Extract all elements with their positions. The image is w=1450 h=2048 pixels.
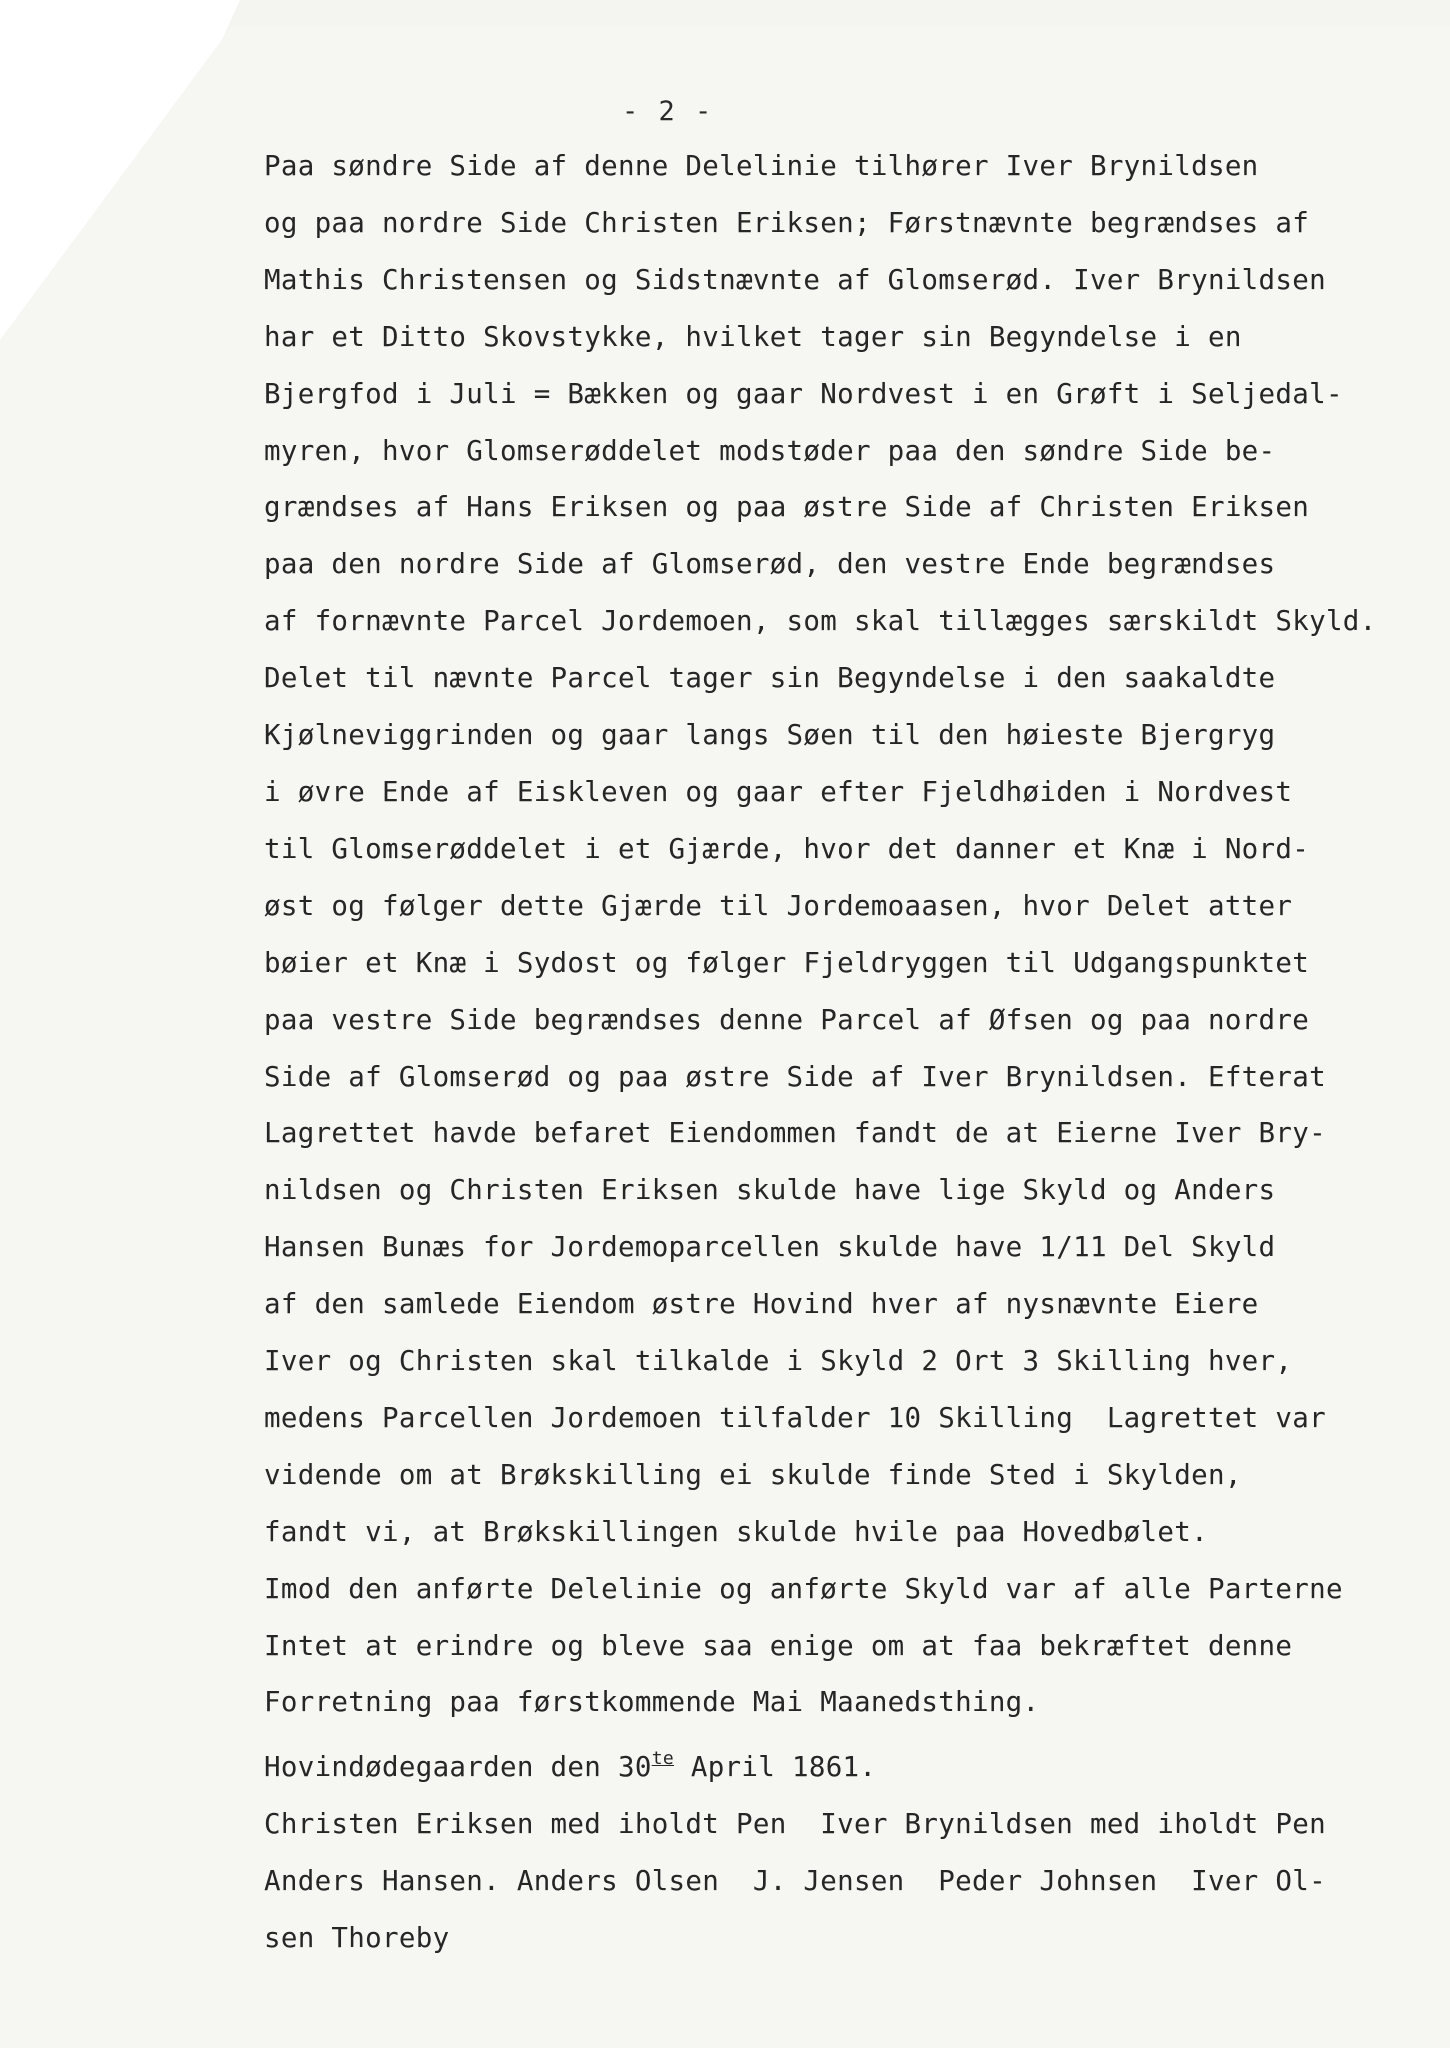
page-number: - 2 - <box>622 96 714 127</box>
text-line: øst og følger dette Gjærde til Jordemoaasen, hvor Delet atter <box>264 889 1293 922</box>
text-line: medens Parcellen Jordemoen tilfalder 10 Skilling Lagrettet var <box>264 1401 1326 1434</box>
text-line: bøier et Knæ i Sydost og følger Fjeldryggen til Udgangspunktet <box>264 946 1310 979</box>
date-line-before: Hovindødegaarden den 30 <box>264 1751 652 1784</box>
text-line: Kjølneviggrinden og gaar langs Søen til den høieste Bjergryg <box>264 719 1276 752</box>
text-line: Delet til nævnte Parcel tager sin Begyndelse i den saakaldte <box>264 662 1276 695</box>
text-line: har et Ditto Skovstykke, hvilket tager sin Begyndelse i en <box>264 320 1242 353</box>
date-line-after: April 1861. <box>673 1751 877 1784</box>
text-line: grændses af Hans Eriksen og paa østre Side af Christen Eriksen <box>264 491 1310 524</box>
signature-line: sen Thoreby <box>264 1922 450 1955</box>
document-body <box>264 138 1424 1967</box>
text-line: Bjergfod i Juli = Bækken og gaar Nordvest i en Grøft i Seljedal- <box>264 377 1343 410</box>
text-line: i øvre Ende af Eiskleven og gaar efter Fjeldhøiden i Nordvest <box>264 775 1293 808</box>
text-line: nildsen og Christen Eriksen skulde have lige Skyld og Anders <box>264 1174 1276 1207</box>
text-line: Lagrettet havde befaret Eiendommen fandt de at Eierne Iver Bry- <box>264 1117 1326 1150</box>
signature-line: Anders Hansen. Anders Olsen J. Jensen Peder Johnsen Iver Ol- <box>264 1865 1326 1898</box>
text-line: myren, hvor Glomserøddelet modstøder paa den søndre Side be- <box>264 434 1276 467</box>
text-line: af den samlede Eiendom østre Hovind hver af nysnævnte Eiere <box>264 1288 1259 1321</box>
text-line: Intet at erindre og bleve saa enige om at faa bekræftet denne <box>264 1629 1293 1662</box>
text-line: Side af Glomserød og paa østre Side af Iver Brynildsen. Efterat <box>264 1060 1326 1093</box>
text-line: Mathis Christensen og Sidstnævnte af Glomserød. Iver Brynildsen <box>264 263 1326 296</box>
text-line: paa vestre Side begrændses denne Parcel af Øfsen og paa nordre <box>264 1003 1310 1036</box>
signature-line: Christen Eriksen med iholdt Pen Iver Brynildsen med iholdt Pen <box>264 1808 1326 1841</box>
text-line: Forretning paa førstkommende Mai Maanedsthing. <box>264 1686 1040 1719</box>
text-line: og paa nordre Side Christen Eriksen; Førstnævnte begrændses af <box>264 206 1310 239</box>
text-line: Hansen Bunæs for Jordemoparcellen skulde have 1/11 Del Skyld <box>264 1231 1276 1264</box>
text-line: til Glomserøddelet i et Gjærde, hvor det danner et Knæ i Nord- <box>264 832 1310 865</box>
text-line: fandt vi, at Brøkskillingen skulde hvile paa Hovedbølet. <box>264 1515 1208 1548</box>
text-line: Paa søndre Side af denne Delelinie tilhører Iver Brynildsen <box>264 150 1259 182</box>
text-line: paa den nordre Side af Glomserød, den vestre Ende begrændses <box>264 548 1276 581</box>
date-ordinal-superscript: te <box>651 1748 674 1770</box>
text-line: Iver og Christen skal tilkalde i Skyld 2 Ort 3 Skilling hver, <box>264 1345 1293 1378</box>
text-line: Imod den anførte Delelinie og anførte Skyld var af alle Parterne <box>264 1572 1343 1605</box>
text-line: af fornævnte Parcel Jordemoen, som skal tillægges særskildt Skyld. <box>264 605 1377 638</box>
date-line <box>264 1731 1424 1796</box>
text-line: vidende om at Brøkskilling ei skulde finde Sted i Skylden, <box>264 1458 1242 1491</box>
